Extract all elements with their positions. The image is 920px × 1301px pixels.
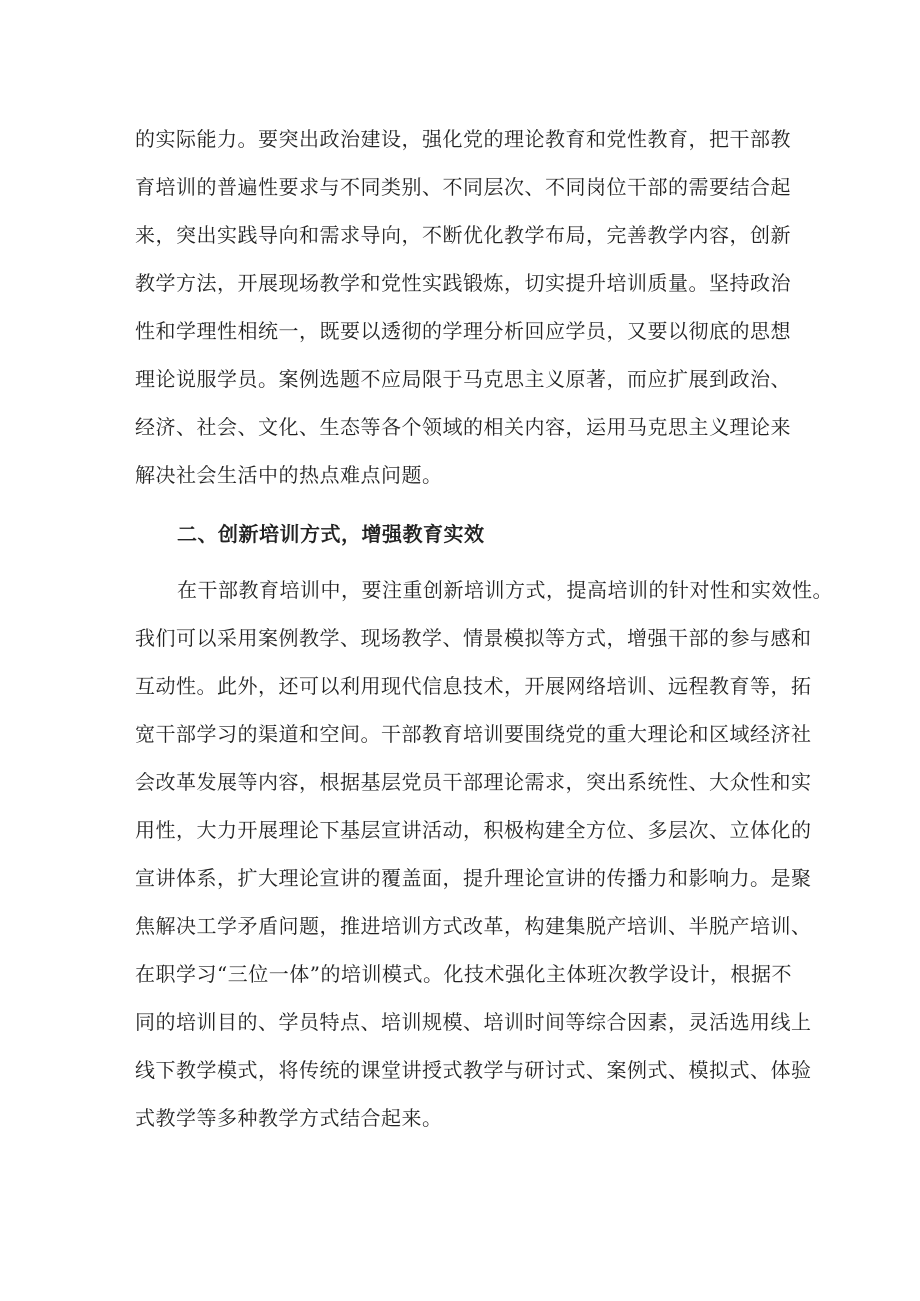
- paragraph-line: 线下教学模式，将传统的课堂讲授式教学与研讨式、案例式、模拟式、体验: [135, 1058, 812, 1082]
- paragraph-line: 来，突出实践导向和需求导向，不断优化教学布局，完善教学内容，创新: [135, 223, 791, 247]
- paragraph-line: 育培训的普遍性要求与不同类别、不同层次、不同岗位干部的需要结合起: [135, 175, 791, 199]
- paragraph-line: 会改革发展等内容，根据基层党员干部理论需求，突出系统性、大众性和实: [135, 770, 812, 794]
- paragraph-line: 经济、社会、文化、生态等各个领域的相关内容，运用马克思主义理论来: [135, 415, 791, 439]
- paragraph-line: 宽干部学习的渠道和空间。干部教育培训要围绕党的重大理论和区域经济社: [135, 722, 812, 746]
- paragraph-line: 同的培训目的、学员特点、培训规模、培训时间等综合因素，灵活选用线上: [135, 1010, 812, 1034]
- paragraph-line: 焦解决工学矛盾问题，推进培训方式改革，构建集脱产培训、半脱产培训、: [135, 914, 812, 938]
- paragraph-line: 式教学等多种教学方式结合起来。: [135, 1106, 443, 1130]
- paragraph-line: 解决社会生活中的热点难点问题。: [135, 463, 443, 487]
- paragraph-line: 在职学习“三位一体”的培训模式。化技术强化主体班次教学设计，根据不: [135, 962, 792, 986]
- section-heading: 二、创新培训方式，增强教育实效: [177, 522, 485, 546]
- paragraph-line: 用性，大力开展理论下基层宣讲活动，积极构建全方位、多层次、立体化的: [135, 818, 812, 842]
- paragraph-line: 宣讲体系，扩大理论宣讲的覆盖面，提升理论宣讲的传播力和影响力。是聚: [135, 866, 812, 890]
- paragraph-line: 的实际能力。要突出政治建设，强化党的理论教育和党性教育，把干部教: [135, 127, 791, 151]
- paragraph-line: 理论说服学员。案例选题不应局限于马克思主义原著，而应扩展到政治、: [135, 367, 791, 391]
- paragraph-line: 教学方法，开展现场教学和党性实践锻炼，切实提升培训质量。坚持政治: [135, 271, 791, 295]
- paragraph-line: 互动性。此外，还可以利用现代信息技术，开展网络培训、远程教育等，拓: [135, 674, 812, 698]
- paragraph-line: 在干部教育培训中，要注重创新培训方式，提高培训的针对性和实效性。: [177, 578, 833, 602]
- paragraph-line: 我们可以采用案例教学、现场教学、情景模拟等方式，增强干部的参与感和: [135, 626, 812, 650]
- paragraph-line: 性和学理性相统一，既要以透彻的学理分析回应学员，又要以彻底的思想: [135, 319, 791, 343]
